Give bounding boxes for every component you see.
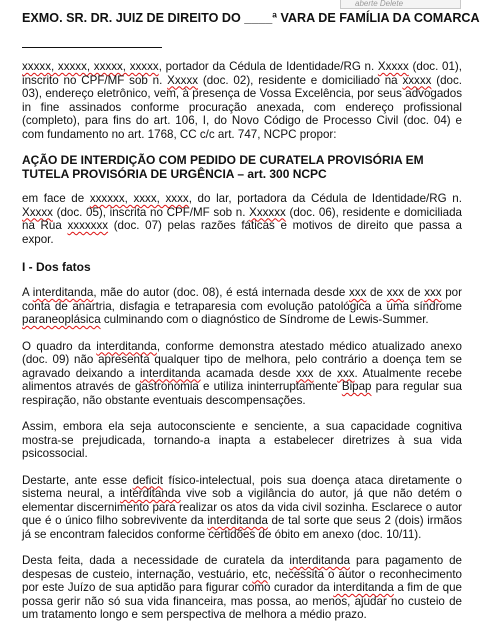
spellcheck-word[interactable]: Bipap [341, 380, 372, 393]
plaintiff-qualification-paragraph: xxxxx, xxxxx, xxxxx, xxxxx, portador da Cédula de Identidade/RG n. Xxxxx (doc. 01), inscrito no CPF/MF sob n. Xxxxx (doc. 02), residente e domiciliado na xxxxx (doc. 03), endereço eletrônico, vem, à presença de Vossa Excelência, por seus advogados in fine assinados conforme procuração anexada, com endereço profissional (completo), para fins do art. 106, I, do Novo Código de Processo Civil (doc. 04) e com fundamento no art. 1768, CC c/c art. 747, NCPC propor: [22, 60, 462, 141]
facts-paragraph-4: Destarte, ante esse deficit físico-intelectual, pois sua doença ataca diretamente o sistema neural, a interditanda vive sob a vigilância do autor, já que não detém o elementar discernimento para realizar os atos da vida civil sozinha. Esclarece o autor que é o único filho sobrevivente da interditanda de tal sorte que seus 2 (dois) irmãos já se encontram falecidos conforme certidões de óbito em anexo (doc. 10/11). [22, 473, 462, 541]
spellcheck-word[interactable]: xxxxx [402, 73, 432, 87]
spellcheck-word[interactable]: deficit [132, 473, 163, 487]
spellcheck-word[interactable]: Xxxxx [167, 73, 199, 87]
facts-paragraph-2: O quadro da interditanda, conforme demonstra atestado médico atualizado anexo (doc. 09) não apresenta qualquer tipo de melhora, pelo contrário a doença tem se agravado deixando a interditanda acamada desde xxx de xxx. Atualmente recebe alimentos através de gastronomia e utiliza ininterruptamente Bipap para regular sua respiração, não obstante eventuais descompensações. [22, 339, 463, 407]
court-addressee-title: EXMO. SR. DR. JUIZ DE DIREITO DO ____ª VARA DE FAMÍLIA DA COMARCA [22, 11, 480, 25]
spellcheck-word[interactable]: xxx [349, 286, 367, 299]
spellcheck-word[interactable]: interditanda [140, 366, 201, 380]
spellcheck-word[interactable]: xxxxxxx [67, 219, 109, 232]
spellcheck-word[interactable]: interditanda [289, 554, 351, 567]
spellcheck-popup-badge: aberte Delete [340, 0, 461, 9]
spellcheck-word[interactable]: interditanda [207, 514, 268, 527]
spellcheck-word[interactable]: Xxxxx [22, 205, 53, 219]
spellcheck-word[interactable]: Xxxxxx [249, 205, 286, 219]
spellcheck-word[interactable]: xxx [386, 286, 404, 299]
facts-paragraph-3: Assim, embora ela seja autoconsciente e senciente, a sua capacidade cognitiva mostra-se prejudicada, tornando-a inapta a estabelecer diretrizes à sua vida psicossocial. [22, 420, 462, 460]
spellcheck-word[interactable]: xxxxxx, xxxx, xxxx [89, 192, 189, 205]
defendant-qualification-paragraph: em face de xxxxxx, xxxx, xxxx, do lar, portadora da Cédula de Identidade/RG n. Xxxxx (doc. 05), inscrita no CPF/MF sob n. Xxxxxx (doc. 06), residente e domiciliada na Rua xxxxxxx (doc. 07) pelas razões fáticas e motivos de direito que passa a expor. [22, 192, 463, 246]
signature-line [22, 47, 162, 48]
document-page [22, 8, 480, 622]
spellcheck-word[interactable]: xxxxx, xxxxx, xxxxx, xxxxx [22, 60, 159, 73]
spellcheck-word[interactable]: xxx [337, 366, 355, 380]
facts-paragraph-5: Desta feita, dada a necessidade de curatela da interditanda para pagamento de despesas de custeio, internação, vestuário, etc, necessita o autor o reconhecimento por este Juízo de sua aptidão para figurar como curador da interditanda a fim de que possa gerir não só sua vida financeira, mas possa, ao menos, ajudar no custeio de um tratamento longo e sem perspectiva de melhora a médio prazo. [22, 554, 463, 621]
spellcheck-word[interactable]: interditanda [32, 286, 94, 299]
action-title: AÇÃO DE INTERDIÇÃO COM PEDIDO DE CURATELA PROVISÓRIA EM TUTELA PROVISÓRIA DE URGÊNCIA – art. 300 NCPC [22, 153, 424, 181]
spellcheck-word[interactable]: interditanda [120, 487, 181, 500]
section-heading-facts: I - Dos fatos [22, 260, 91, 274]
facts-paragraph-1: A interditanda, mãe do autor (doc. 08), é está internada desde xxx de xxx de xxx por conta de anartria, disfagia e tetraparesia com evolução patológica a uma síndrome paraneoplásica culminando com o diagnóstico de Síndrome de Lewis-Summer. [22, 286, 462, 326]
spellcheck-word[interactable]: interditanda [96, 339, 157, 353]
spellcheck-word[interactable]: interditanda [333, 581, 394, 594]
spellcheck-word[interactable]: paraneoplásica [22, 313, 101, 326]
spellcheck-word[interactable]: etc [252, 567, 268, 581]
spellcheck-word[interactable]: xxx [424, 286, 442, 299]
spellcheck-word[interactable]: xxx [296, 366, 314, 380]
spellcheck-word[interactable]: Xxxxx [377, 60, 409, 73]
